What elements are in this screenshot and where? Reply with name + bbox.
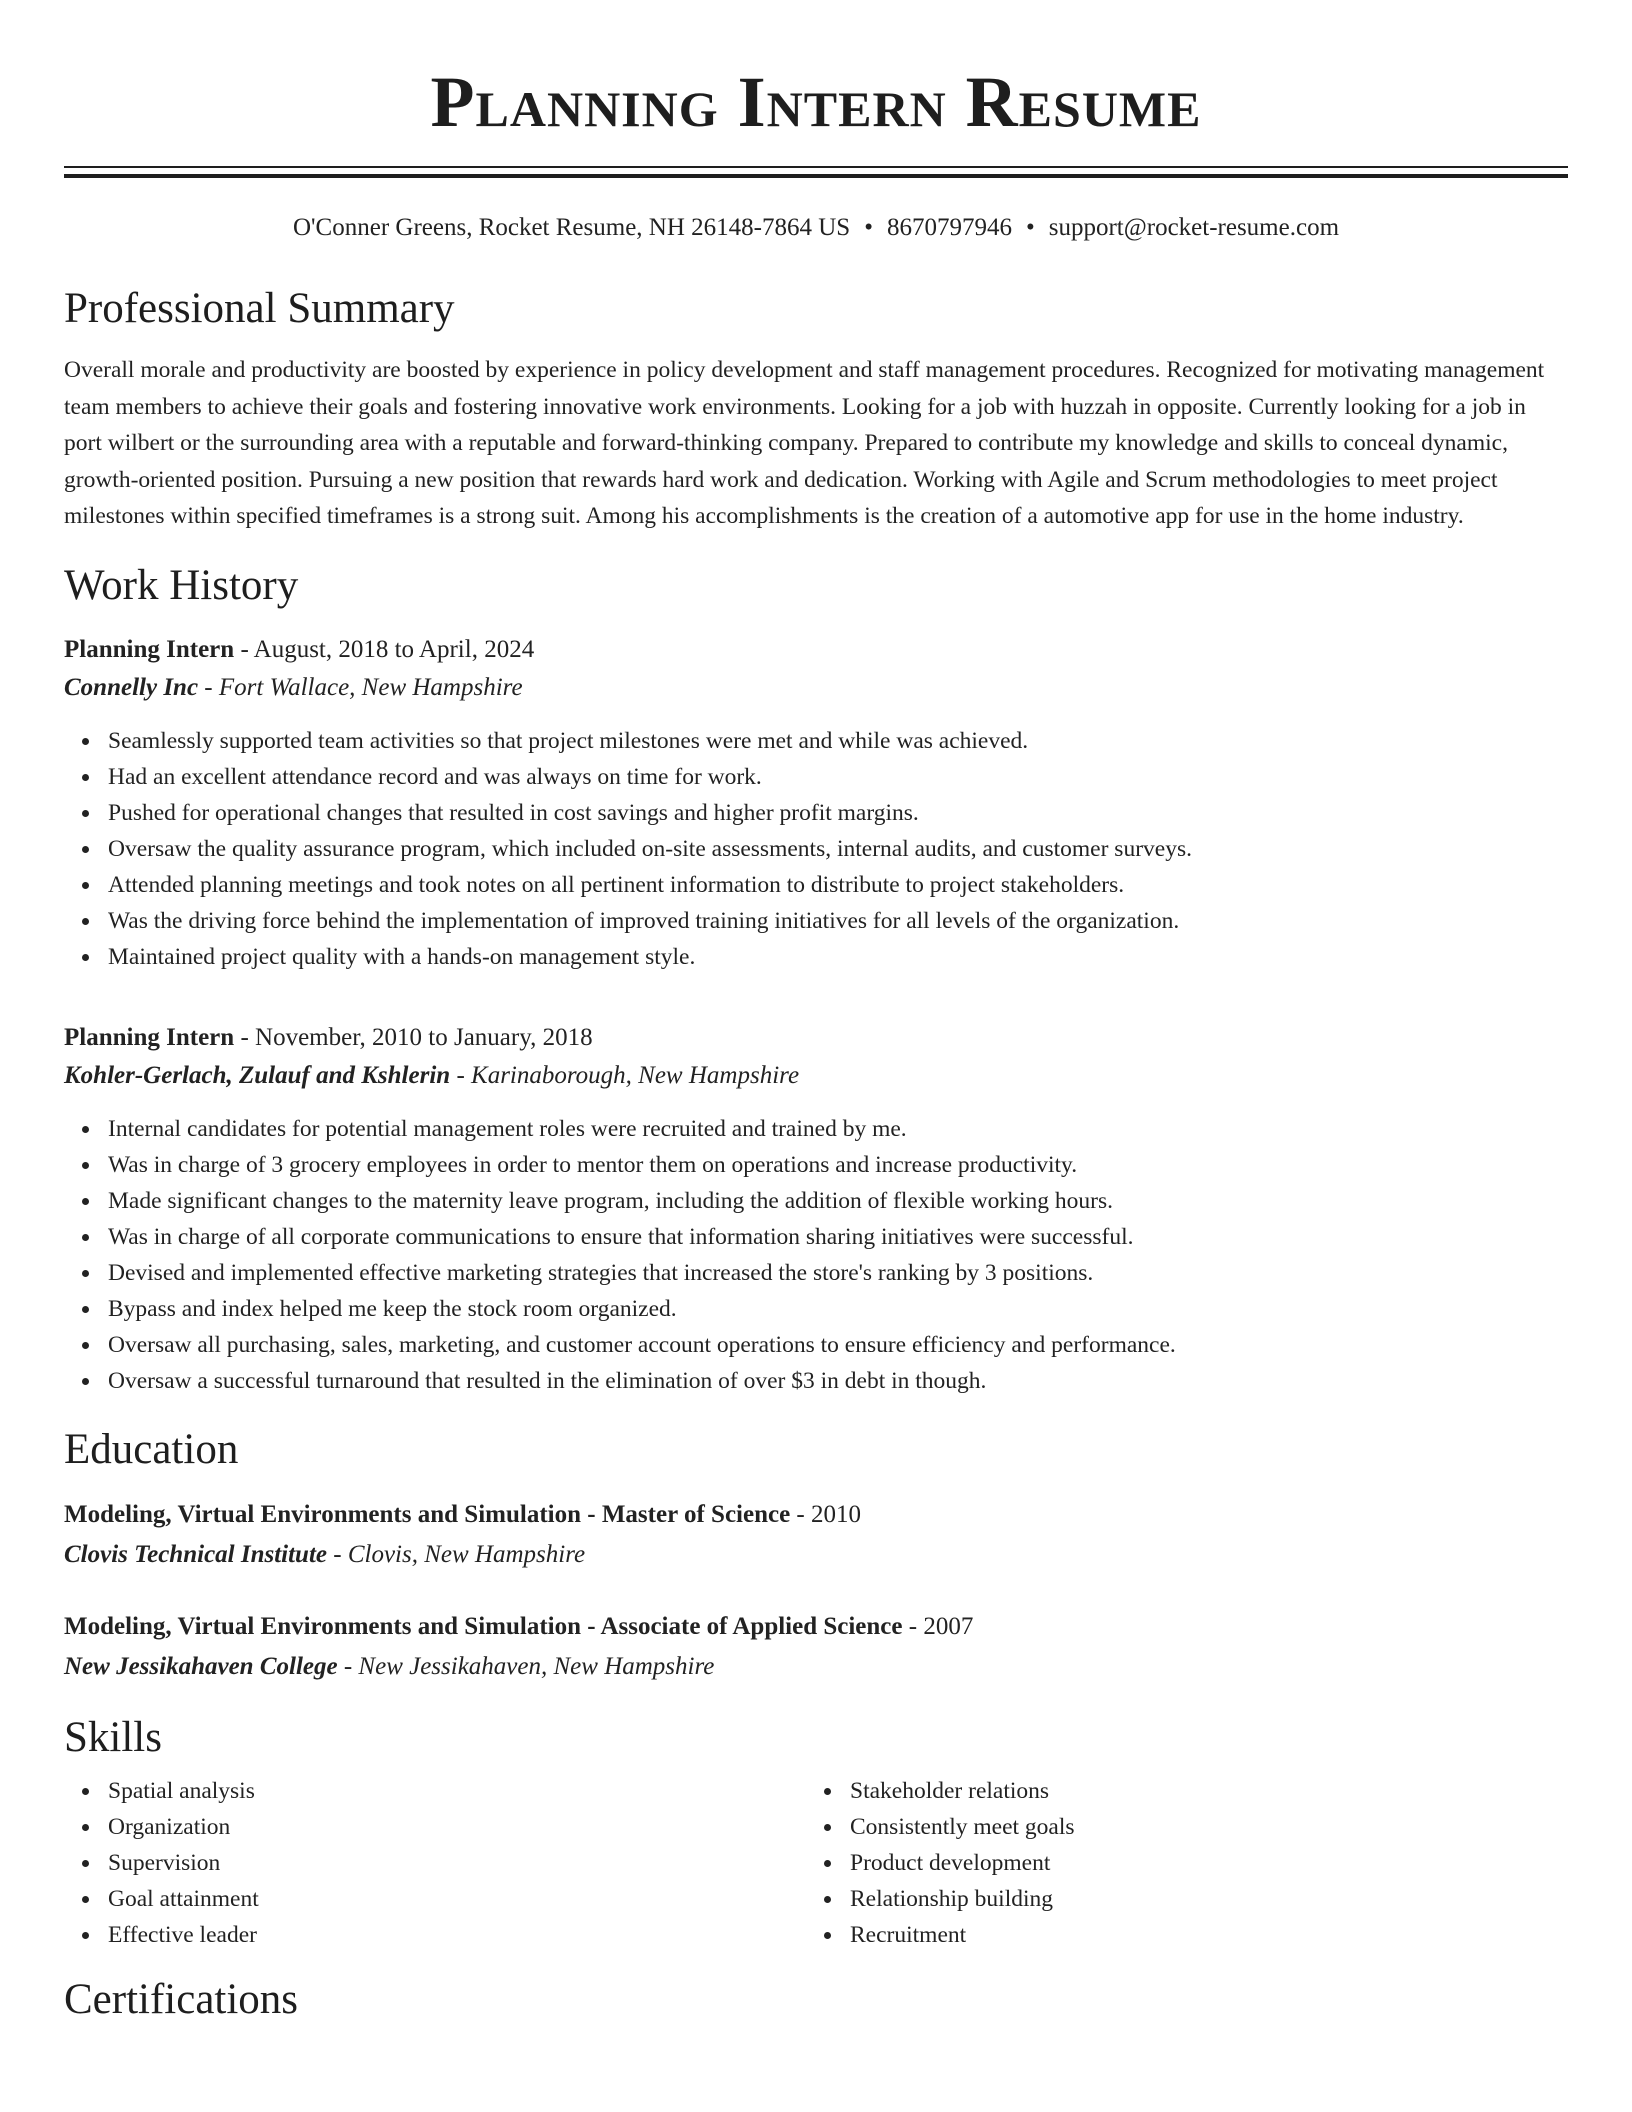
skill-item: Consistently meet goals [850,1809,1548,1845]
contact-email: support@rocket-resume.com [1048,214,1340,241]
education-school: Clovis Technical Institute [64,1540,328,1568]
skills-column-right [806,1773,1548,1953]
education-degree-line [64,1607,1568,1647]
resume-title: Planning Intern Resume [430,62,1202,142]
resume-page [64,0,1568,2025]
section-heading-work-history: Work History [64,561,299,609]
skill-item: Effective leader [108,1917,806,1953]
section-heading-summary: Professional Summary [64,285,455,332]
job-bullet: Oversaw the quality assurance program, which included on-site assessments, internal audits, and customer surveys. [108,831,1568,867]
skill-item: Product development [850,1845,1548,1881]
contact-separator: • [1025,214,1035,241]
job-location: - Karinaborough, New Hampshire [450,1061,800,1089]
skills-columns [64,1773,1568,1953]
job-bullet: Pushed for operational changes that resulted in cost savings and higher profit margins. [108,795,1568,831]
job-entry [64,1019,1568,1399]
education-year: - 2007 [902,1612,974,1640]
job-company: Connelly Inc [64,673,199,701]
job-bullet: Made significant changes to the maternity leave program, including the addition of flexible working hours. [108,1183,1568,1219]
summary-text: Overall morale and productivity are boosted by experience in policy development and staff management procedures. Recognized for motivating management team members to achieve their goals and fostering innovative work environments. Looking for a job with huzzah in opposite. Currently looking for a job in port wilbert or the surrounding area with a reputable and forward-thinking company. Prepared to contribute my knowledge and skills to conceal dynamic, growth-oriented position. Pursuing a new position that rewards hard work and dedication. Working with Agile and Scrum methodologies to meet project milestones within specified timeframes is a strong suit. Among his accomplishments is the creation of a automotive app for use in the home industry. [64,357,1545,529]
title-divider [64,166,1568,178]
education-school-line [64,1535,1568,1575]
job-dates: - August, 2018 to April, 2024 [234,635,535,663]
job-bullets [64,723,1568,975]
job-bullet: Internal candidates for potential management roles were recruited and trained by me. [108,1111,1568,1147]
skills-column-left [64,1773,806,1953]
contact-phone: 8670797946 [886,214,1012,241]
divider-thick-line [64,174,1568,178]
contact-line [64,212,1568,244]
job-bullet: Maintained project quality with a hands-on management style. [108,939,1568,975]
job-bullet: Oversaw a successful turnaround that resulted in the elimination of over $3 in debt in though. [108,1363,1568,1399]
job-role-line [64,1019,1568,1057]
job-company-line [64,669,1568,707]
job-bullet: Bypass and index helped me keep the stock room organized. [108,1291,1568,1327]
job-title: Planning Intern [64,1023,235,1051]
education-location: - New Jessikahaven, New Hampshire [337,1652,715,1680]
education-degree: Modeling, Virtual Environments and Simulation - Master of Science [64,1500,791,1528]
education-degree-line [64,1495,1568,1535]
job-bullet: Devised and implemented effective marketing strategies that increased the store's ranking by 3 positions. [108,1255,1568,1291]
education-entry [64,1495,1568,1575]
divider-thin-line [64,166,1568,168]
education-year: - 2010 [790,1500,861,1528]
section-heading-skills: Skills [64,1713,162,1761]
job-bullet: Was the driving force behind the implementation of improved training initiatives for all levels of the organization. [108,903,1568,939]
job-bullet: Seamlessly supported team activities so that project milestones were met and while was achieved. [108,723,1568,759]
job-bullet: Attended planning meetings and took notes on all pertinent information to distribute to project stakeholders. [108,867,1568,903]
job-bullet: Was in charge of 3 grocery employees in order to mentor them on operations and increase productivity. [108,1147,1568,1183]
job-company: Kohler-Gerlach, Zulauf and Kshlerin [64,1061,451,1089]
job-company-line [64,1057,1568,1095]
job-role-line [64,631,1568,669]
skill-item: Relationship building [850,1881,1548,1917]
skill-item: Spatial analysis [108,1773,806,1809]
job-bullet: Oversaw all purchasing, sales, marketing, and customer account operations to ensure efficiency and performance. [108,1327,1568,1363]
education-location: - Clovis, New Hampshire [327,1540,586,1568]
education-school: New Jessikahaven College [64,1652,338,1680]
skill-item: Recruitment [850,1917,1548,1953]
job-bullets [64,1111,1568,1399]
job-bullet: Was in charge of all corporate communications to ensure that information sharing initiatives were successful. [108,1219,1568,1255]
contact-separator: • [864,214,873,241]
job-title: Planning Intern [64,635,235,663]
job-bullet: Had an excellent attendance record and was always on time for work. [108,759,1568,795]
skill-item: Stakeholder relations [850,1773,1548,1809]
skill-item: Organization [108,1809,806,1845]
skill-item: Supervision [108,1845,806,1881]
job-entry [64,631,1568,975]
section-heading-certifications: Certifications [64,1975,299,2023]
skill-item: Goal attainment [108,1881,806,1917]
job-location: - Fort Wallace, New Hampshire [198,673,523,701]
job-dates: - November, 2010 to January, 2018 [234,1023,593,1051]
contact-address: O'Conner Greens, Rocket Resume, NH 26148-7864 US [292,214,851,241]
section-heading-education: Education [64,1425,239,1473]
education-school-line [64,1647,1568,1687]
education-entry [64,1607,1568,1687]
education-degree: Modeling, Virtual Environments and Simulation - Associate of Applied Science [64,1612,903,1640]
